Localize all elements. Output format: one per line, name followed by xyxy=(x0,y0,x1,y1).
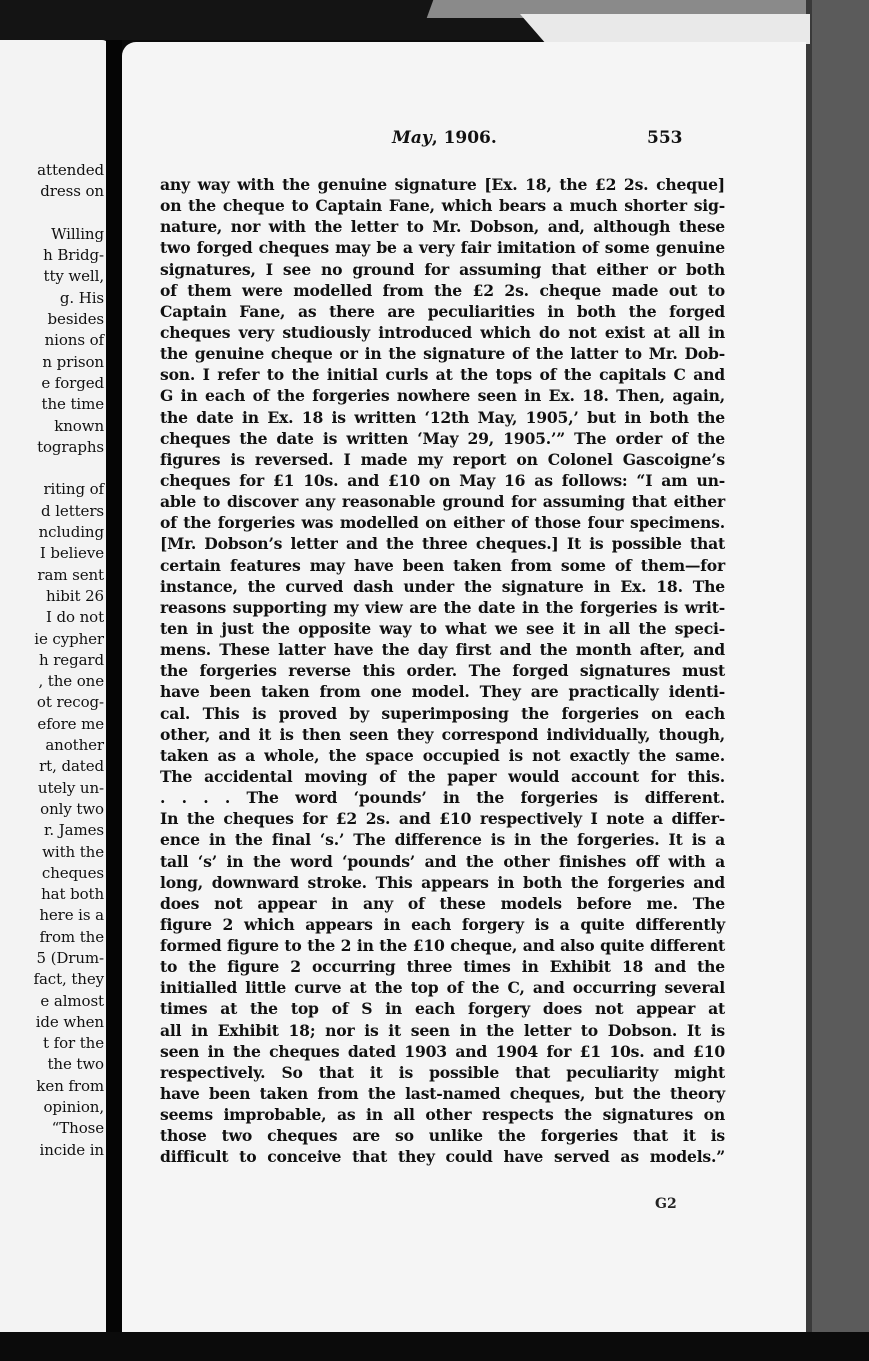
body-line: seen in the cheques dated 1903 and 1904 for £1 10s. and £10 xyxy=(160,1041,725,1061)
body-line: cheques very studiously introduced which do not exist at all in xyxy=(160,322,725,342)
body-line: of them were modelled from the £2 2s. cheque made out to xyxy=(160,280,725,300)
body-line: certain features may have been taken from some of them—for xyxy=(160,555,725,575)
body-line: mens. These latter have the day first and the month after, and xyxy=(160,640,725,660)
page-corner xyxy=(520,14,810,44)
left-page-line: rt, dated xyxy=(39,757,104,776)
bottom-shadow xyxy=(0,1332,869,1361)
body-line: son. I refer to the initial curls at the tops of the capitals C and xyxy=(160,365,725,385)
left-page-line: another xyxy=(45,736,104,755)
left-page-line: I do not xyxy=(45,608,104,627)
body-line: reasons supporting my view are the date in the forgeries is writ- xyxy=(160,597,725,617)
left-page-line: incide in xyxy=(39,1140,104,1159)
body-line: other, and it is then seen they correspond individually, though, xyxy=(160,724,725,744)
left-page-line: attended xyxy=(37,161,104,179)
left-page-line: ide when xyxy=(35,1012,104,1031)
body-line: tall ‘s’ in the word ‘pounds’ and the other finishes off with a xyxy=(160,851,725,871)
left-page-line: tty well, xyxy=(43,267,104,286)
left-page-line: I believe xyxy=(39,544,104,563)
signature-mark: G2 xyxy=(655,1196,677,1212)
body-line: have been taken from one model. They are practically identi- xyxy=(160,682,725,702)
body-line: difficult to conceive that they could have served as models.” xyxy=(160,1147,725,1167)
header-month: May xyxy=(392,128,432,148)
body-line: formed figure to the 2 in the £10 cheque, and also quite different xyxy=(160,936,725,956)
body-line: nature, nor with the letter to Mr. Dobson, and, although these xyxy=(160,217,725,237)
left-page-line: dress on xyxy=(40,182,104,201)
body-line: taken as a whole, the space occupied is not exactly the same. xyxy=(160,745,725,765)
body-line: to the figure 2 occurring three times in Exhibit 18 and the xyxy=(160,957,725,977)
body-line: [Mr. Dobson’s letter and the three cheques.] It is possible that xyxy=(160,534,725,554)
body-line: initialled little curve at the top of the C, and occurring several xyxy=(160,978,725,998)
left-page-line: ken from xyxy=(36,1076,104,1095)
body-line: The accidental moving of the paper would account for this. xyxy=(160,766,725,786)
body-line: figures is reversed. I made my report on Colonel Gascoigne’s xyxy=(160,449,725,469)
body-text xyxy=(160,174,725,1168)
left-page-line: hibit 26 xyxy=(46,586,104,605)
left-page-line: 5 (Drum- xyxy=(36,948,104,967)
left-page-line: e almost xyxy=(40,991,104,1010)
left-page-line: cheques xyxy=(41,863,104,882)
body-line: ten in just the opposite way to what we see it in all the speci- xyxy=(160,618,725,638)
body-line: of the forgeries was modelled on either of those four specimens. xyxy=(160,513,725,533)
body-line: long, downward stroke. This appears in both the forgeries and xyxy=(160,872,725,892)
header-year: 1906. xyxy=(443,128,497,148)
left-page-line: t for the xyxy=(43,1034,104,1053)
right-page-stack xyxy=(812,0,869,1361)
left-page-line: h regard xyxy=(39,650,104,669)
left-page-line: h Bridg- xyxy=(43,246,104,265)
left-page-line: the two xyxy=(47,1055,104,1074)
body-line: able to discover any reasonable ground for assuming that either xyxy=(160,492,725,512)
body-line: all in Exhibit 18; nor is it seen in the letter to Dobson. It is xyxy=(160,1020,725,1040)
body-line: cal. This is proved by superimposing the forgeries on each xyxy=(160,703,725,723)
body-line: cheques the date is written ‘May 29, 1905.’” The order of the xyxy=(160,428,725,448)
header-date: May, 1906. xyxy=(392,128,497,148)
left-page-line: ie cypher xyxy=(34,629,104,648)
left-page-text xyxy=(0,160,104,1210)
left-page-line: known xyxy=(54,416,104,435)
left-page-line: hat both xyxy=(41,885,104,904)
page-number: 553 xyxy=(647,128,683,148)
body-line: does not appear in any of these models before me. The xyxy=(160,893,725,913)
left-page-line: ot recog- xyxy=(36,693,104,712)
body-line: signatures, I see no ground for assuming that either or both xyxy=(160,259,725,279)
gutter-shadow xyxy=(106,40,122,1350)
body-line: on the cheque to Captain Fane, which bears a much shorter sig- xyxy=(160,196,725,216)
body-line: . . . . The word ‘pounds’ in the forgeries is different. xyxy=(160,788,725,808)
body-line: seems improbable, as in all other respects the signatures on xyxy=(160,1105,725,1125)
body-line: Captain Fane, as there are peculiarities in both the forged xyxy=(160,301,725,321)
left-page-line: riting of xyxy=(43,480,104,499)
body-line: times at the top of S in each forgery does not appear at xyxy=(160,999,725,1019)
body-line: the forgeries reverse this order. The forged signatures must xyxy=(160,661,725,681)
left-page-line: with the xyxy=(42,842,104,861)
left-page-line: ram sent xyxy=(37,565,104,584)
left-page-line: Willing xyxy=(51,224,104,243)
body-line: those two cheques are so unlike the forgeries that it is xyxy=(160,1126,725,1146)
body-line: any way with the genuine signature [Ex. 18, the £2 2s. cheque] xyxy=(160,175,725,194)
left-page-line: tographs xyxy=(37,437,104,456)
body-line: two forged cheques may be a very fair imitation of some genuine xyxy=(160,238,725,258)
left-page-line: only two xyxy=(40,799,104,818)
left-page-line: e forged xyxy=(41,373,104,392)
body-line: cheques for £1 10s. and £10 on May 16 as follows: “I am un- xyxy=(160,470,725,490)
body-line: G in each of the forgeries nowhere seen in Ex. 18. Then, again, xyxy=(160,386,725,406)
left-page-line: opinion, xyxy=(43,1098,104,1117)
left-page-line: ncluding xyxy=(38,523,104,542)
left-page-line: from the xyxy=(39,927,104,946)
body-line: In the cheques for £2 2s. and £10 respectively I note a differ- xyxy=(160,809,725,829)
left-page-line: g. His xyxy=(59,288,104,307)
body-line: have been taken from the last-named cheques, but the theory xyxy=(160,1084,725,1104)
body-line: respectively. So that it is possible that peculiarity might xyxy=(160,1062,725,1082)
left-page-line: r. James xyxy=(43,821,104,840)
left-page-line: d letters xyxy=(41,501,104,520)
left-page-line: efore me xyxy=(37,714,104,733)
body-line: instance, the curved dash under the signature in Ex. 18. The xyxy=(160,576,725,596)
left-page-line: the time xyxy=(41,395,104,414)
left-page-line: fact, they xyxy=(33,970,104,989)
left-page-line: besides xyxy=(47,310,104,329)
body-line: the genuine cheque or in the signature of the latter to Mr. Dob- xyxy=(160,344,725,364)
left-page-line: utely un- xyxy=(37,778,104,797)
left-page-line: n prison xyxy=(42,352,104,371)
left-page-line: , the one xyxy=(38,672,104,691)
body-line: figure 2 which appears in each forgery is a quite differently xyxy=(160,914,725,934)
running-header xyxy=(160,128,710,152)
body-line: ence in the final ‘s.’ The difference is in the forgeries. It is a xyxy=(160,830,725,850)
left-page-line: “Those xyxy=(51,1119,104,1138)
body-line: the date in Ex. 18 is written ‘12th May, 1905,’ but in both the xyxy=(160,407,725,427)
left-page-line: nions of xyxy=(44,331,104,350)
left-page-line: here is a xyxy=(39,906,104,925)
